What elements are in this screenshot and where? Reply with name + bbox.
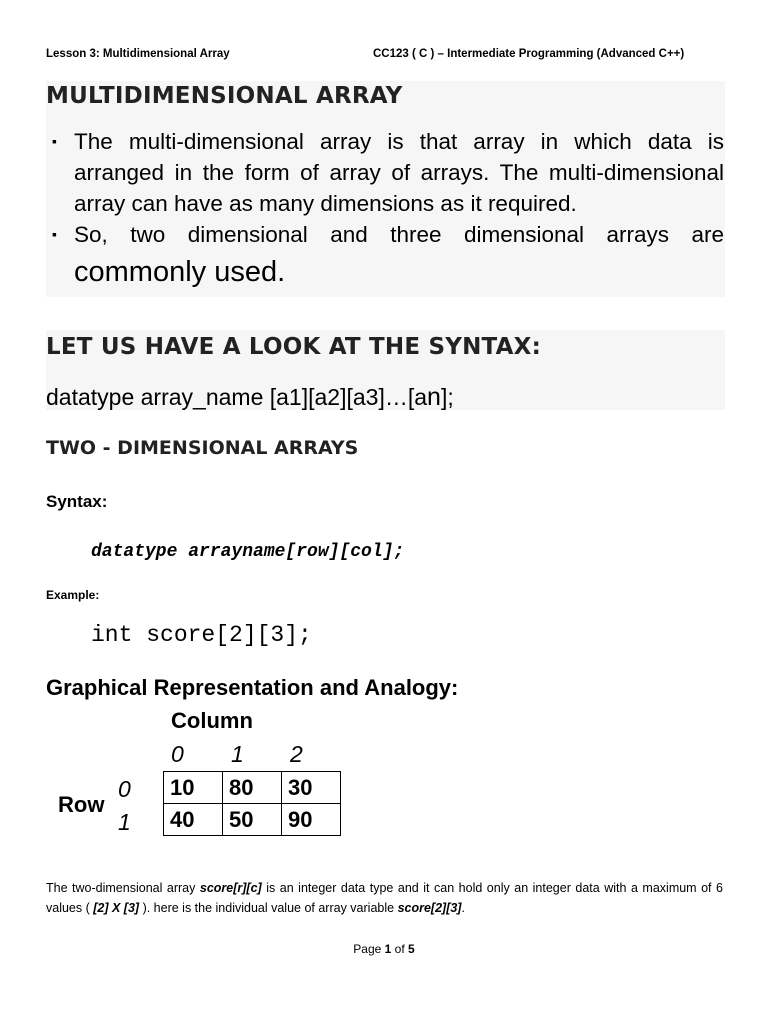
header-lesson-title: Lesson 3: Multidimensional Array <box>46 48 230 60</box>
general-syntax-n: n <box>427 383 441 411</box>
example-code: int score[2][3]; <box>91 622 312 648</box>
grid-cell: 80 <box>223 772 282 804</box>
footer-page-number: 1 <box>384 942 392 956</box>
bullet-item-2 <box>48 219 724 294</box>
footer-total-pages: 5 <box>408 942 415 956</box>
row-label: Row <box>58 792 105 817</box>
grid-cell: 90 <box>282 804 341 836</box>
section-title-two-dimensional: TWO - DIMENSIONAL ARRAYS <box>46 437 359 459</box>
header-course-title: CC123 ( C ) – Intermediate Programming (Advanced C++) <box>373 48 685 60</box>
bullet-list <box>48 126 724 294</box>
grid-cell: 10 <box>164 772 223 804</box>
syntax-label: Syntax: <box>46 492 108 511</box>
column-index-0: 0 <box>171 741 184 767</box>
general-syntax-suffix: ]; <box>440 384 454 410</box>
paragraph-text: . <box>461 901 465 915</box>
graphic-title: Graphical Representation and Analogy: <box>46 675 459 700</box>
example-label: Example: <box>46 588 100 602</box>
bullet-text-2-line1: So, two dimensional and three dimensional arrays are <box>74 222 724 247</box>
paragraph-emphasis: [2] X [3] <box>93 901 140 915</box>
paragraph-emphasis: score[2][3] <box>397 901 462 915</box>
column-index-2: 2 <box>290 741 303 767</box>
row-index-0: 0 <box>118 776 131 802</box>
grid-cell: 40 <box>164 804 223 836</box>
section-title-syntax: LET US HAVE A LOOK AT THE SYNTAX: <box>46 334 541 360</box>
footer-page-word: Page <box>353 942 385 956</box>
bullet-text-1: The multi-dimensional array is that array in which data is arranged in the form of array of arrays. The multi-dimensional array can have as many dimensions as it required. <box>74 129 724 216</box>
section-title-multidimensional-array: MULTIDIMENSIONAL ARRAY <box>46 83 403 109</box>
table-row <box>164 772 341 804</box>
paragraph-emphasis: score[r][c] <box>199 881 262 895</box>
bullet-text-2-line2: commonly used. <box>74 256 286 288</box>
row-index-1: 1 <box>118 809 131 835</box>
array-grid <box>163 771 341 836</box>
footer-of-word: of <box>391 942 409 956</box>
grid-cell: 50 <box>223 804 282 836</box>
table-row <box>164 804 341 836</box>
paragraph-text: The two-dimensional array <box>46 881 200 895</box>
column-index-1: 1 <box>231 741 244 767</box>
syntax-code: datatype arrayname[row][col]; <box>91 542 405 562</box>
grid-cell: 30 <box>282 772 341 804</box>
bullet-icon: ▪ <box>52 226 57 242</box>
paragraph-text: is an integer data type and it can hold only an integer data with a maximum of 6 values ( <box>46 881 723 915</box>
general-syntax <box>46 383 454 412</box>
bullet-icon: ▪ <box>52 133 57 149</box>
page-footer <box>0 942 768 956</box>
general-syntax-prefix: datatype array_name [a1][a2][a3]…[a <box>46 384 428 410</box>
paragraph-text: ). here is the individual value of array variable <box>139 901 398 915</box>
bullet-item-1 <box>48 126 724 219</box>
column-label: Column <box>171 708 253 733</box>
description-paragraph <box>46 878 723 918</box>
